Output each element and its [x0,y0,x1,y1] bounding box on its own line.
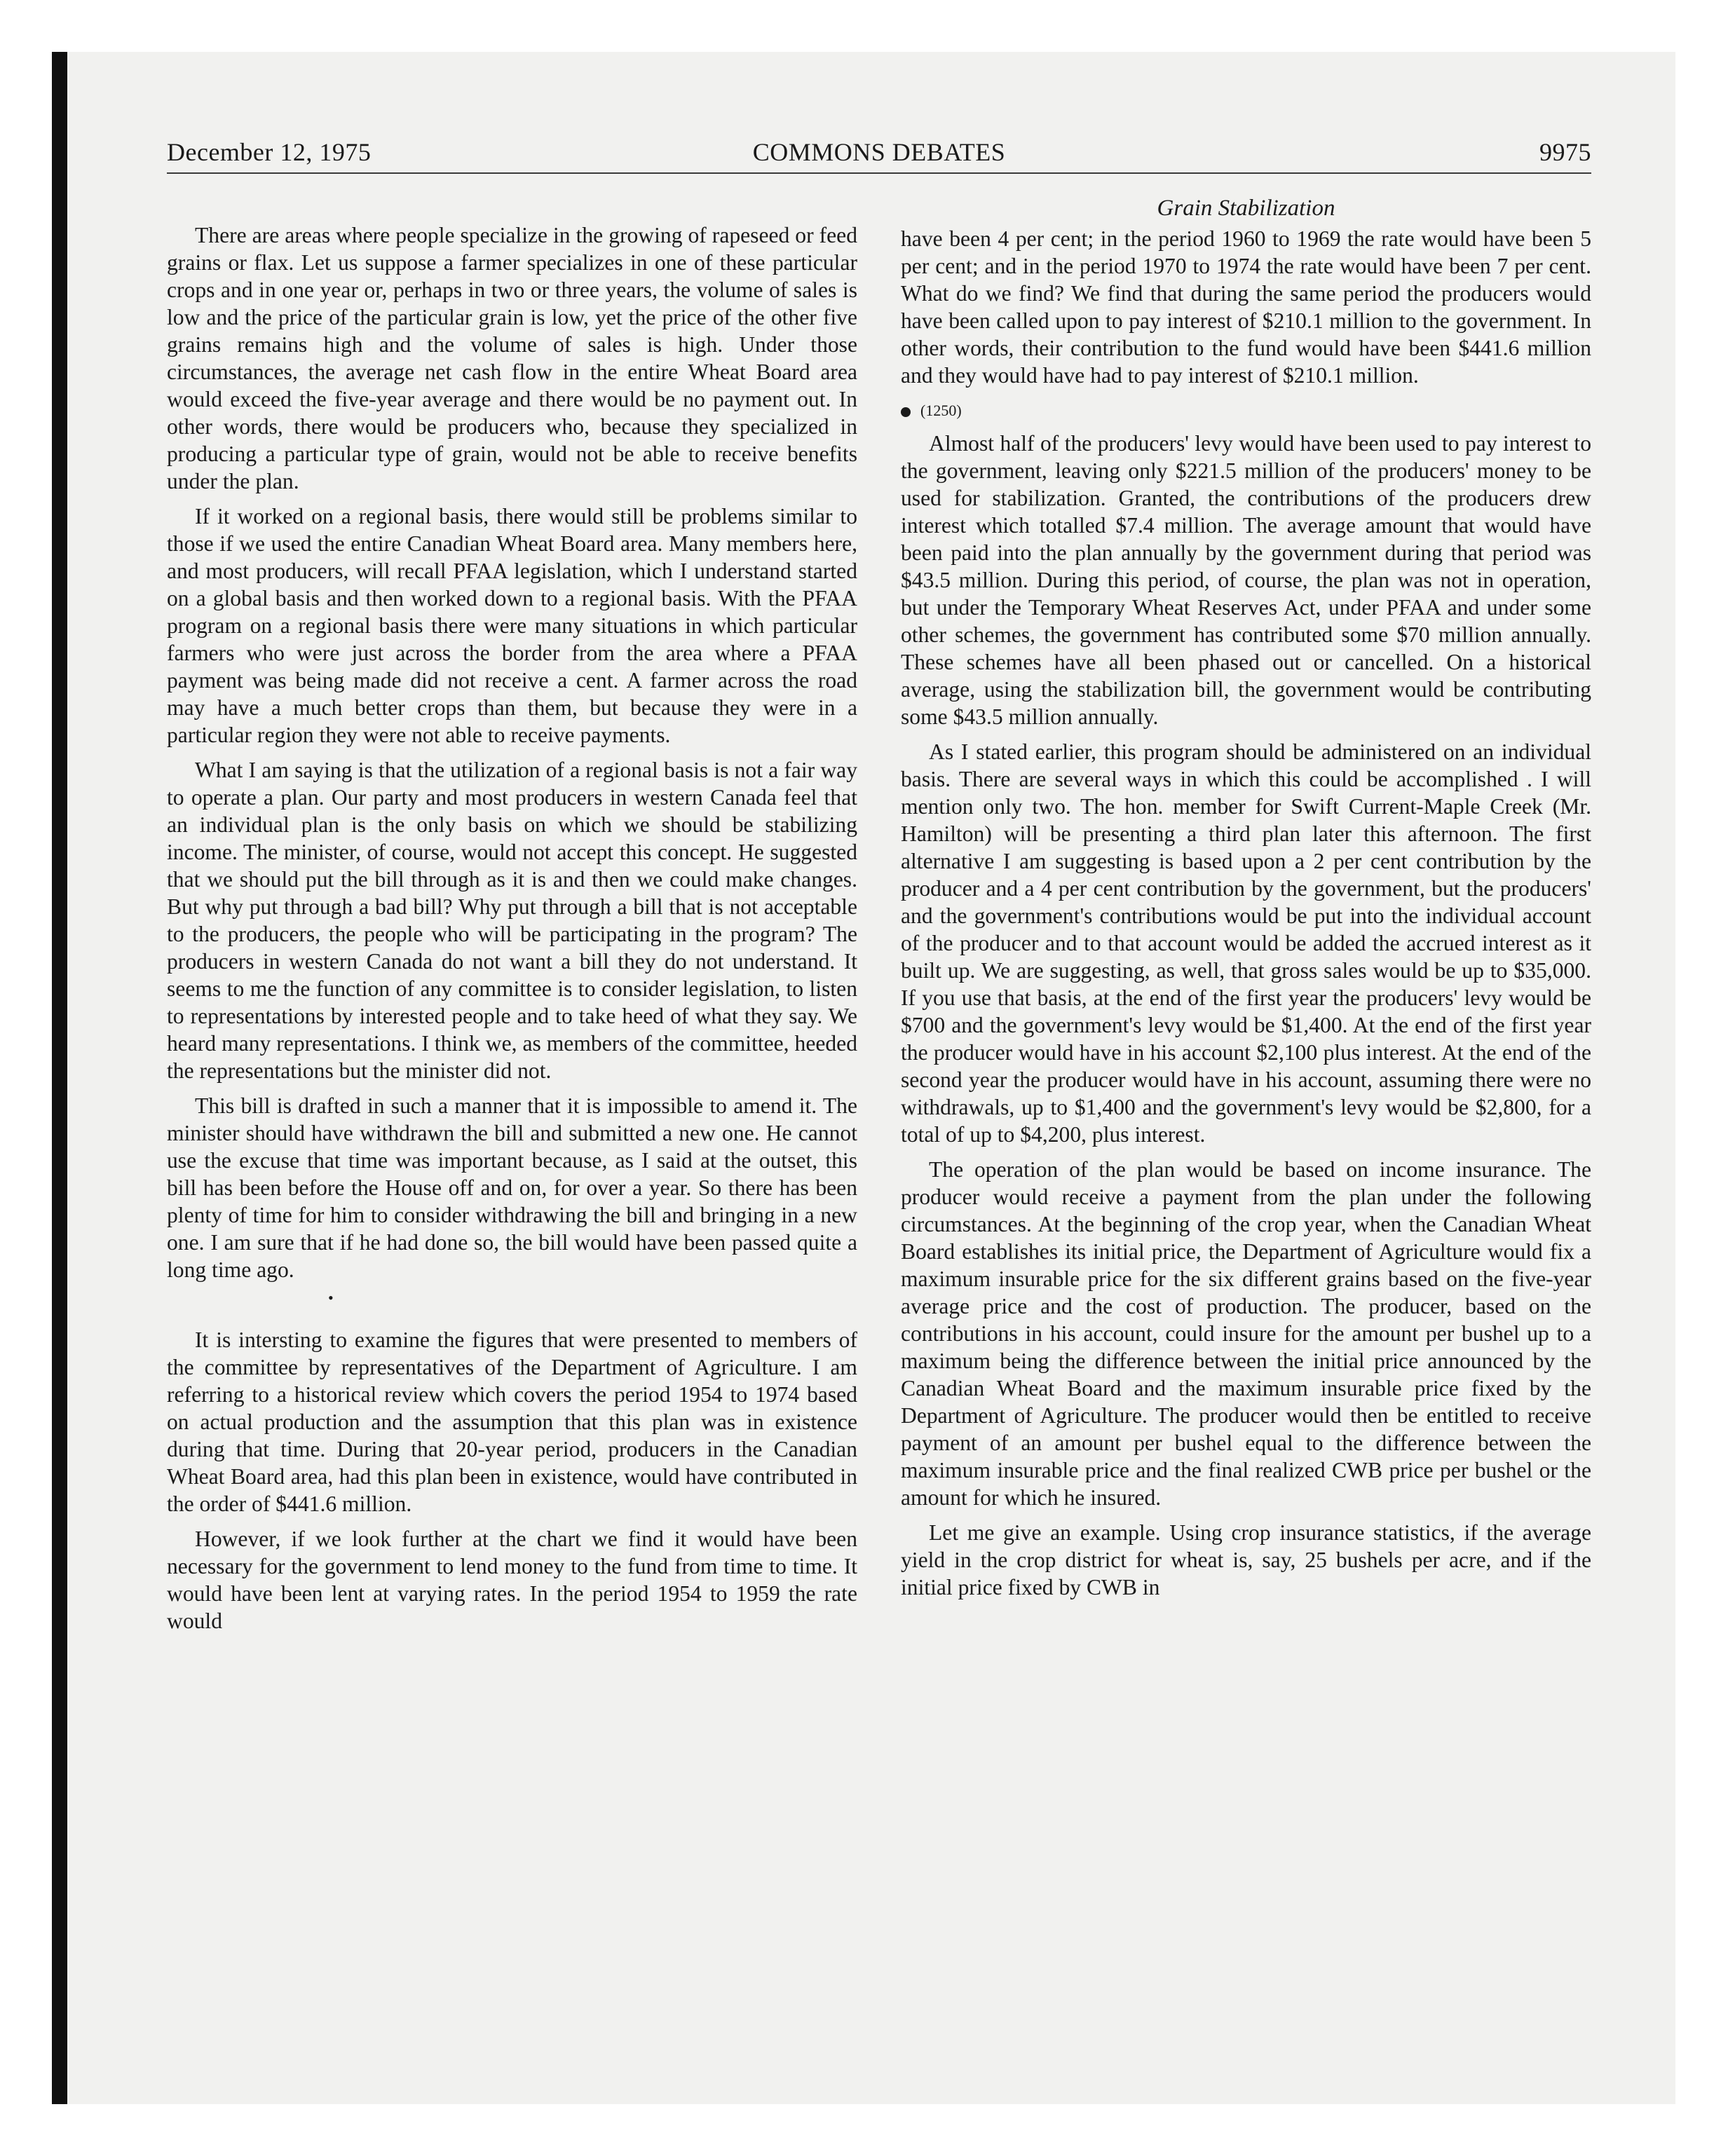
page-header [167,137,1591,174]
running-head: Grain Stabilization [1157,196,1335,221]
paragraph: If it worked on a regional basis, there would still be problems similar to those if we used the entire Canadian Wheat Board area. Many members here, and most producers, will recall PFAA legislation, which I understand started on a global basis and then worked down to a regional basis. With the PFAA program on a regional basis there were many situations in which particular farmers who were just across the border from the area where a PFAA payment was being made did not receive a cent. A farmer across the road may have a much better crops than them, but because they were in a particular region they were not able to receive payments. [167,504,857,747]
paragraph: This bill is drafted in such a manner that it is impossible to amend it. The minister should have withdrawn the bill and submitted a new one. He cannot use the excuse that time was important because, as I said at the outset, this bill has been before the House off and on, for over a year. So there has been plenty of time for him to consider withdrawing the bill and bringing in a new one. I am sure that if he had done so, the bill would have been passed quite a long time ago. [167,1093,857,1282]
left-column [167,221,857,1642]
binding-edge [52,52,67,2104]
paragraph: There are areas where people specialize in the growing of rapeseed or feed grains or flax. Let us suppose a farmer specializes in one of these particular crops and in one year or, perhaps in two or three years, the volume of sales is low and the price of the particular grain is low, yet the price of the other five grains remains high and the volume of sales is high. Under those circumstances, the average net cash flow in the entire Wheat Board area would exceed the five-year average and there would be no payment out. In other words, there would be producers who, because they specialized in producing a particular type of grain, would not be able to receive benefits under the plan. [167,223,857,493]
header-date: December 12, 1975 [167,138,372,166]
time-marker [901,397,1591,424]
separator-dot: • [328,1289,334,1306]
header-title: COMMONS DEBATES [752,138,1006,166]
paragraph: Almost half of the producers' levy would have been used to pay interest to the government, leaving only $221.5 million of the producers' money to be used for stabilization. Granted, the contributions of the producers drew interest which totalled $7.4 million. The average amount that would have been paid into the plan annually by the government during that period was $43.5 million. During this period, of course, the plan was not in operation, but under the Temporary Wheat Reserves Act, under PFAA and under some other schemes, the government has contributed some $70 million annually. These schemes have all been phased out or cancelled. On a historical average, using the stabilization bill, the government would be contributing some $43.5 million annually. [901,431,1591,729]
paragraph-continued: have been 4 per cent; in the period 1960 to 1969 the rate would have been 5 per cent; and in the period 1970 to 1974 the rate would have been 7 per cent. What do we find? We find that during the same period the producers would have been called upon to pay interest of $210.1 million to the government. In other words, their contribution to the fund would have been $441.6 million and they would have had to pay interest of $210.1 million. [901,226,1591,388]
right-column [901,195,1591,1609]
paragraph: As I stated earlier, this program should be administered on an individual basis. There are several ways in which this could be accomplished . I will mention only two. The hon. member for Swift Current-Maple Creek (Mr. Hamilton) will be presenting a third plan later this afternoon. The first alternative I am suggesting is based upon a 2 per cent contribution by the producer and a 4 per cent contribution by the government, but the producers' and the government's contributions would be put into the individual account of the producer and to that account would be added the accrued interest as it built up. We are suggesting, as well, that gross sales would be up to $35,000. If you use that basis, at the end of the first year the producers' levy would be $700 and the government's levy would be $1,400. At the end of the first year the producer would have in his account $2,100 plus interest. At the end of the second year the producer would have in his account, assuming there were no withdrawals, up to $1,400 and the government's levy would be $2,800, for a total of up to $4,200, plus interest. [901,739,1591,1147]
time-marker-text: (1250) [920,402,962,419]
paragraph: What I am saying is that the utilization of a regional basis is not a fair way to operate a plan. Our party and most producers in western Canada feel that an individual plan is the only basis on which we should be stabilizing income. The minister, of course, would not accept this concept. He suggested that we should put the bill through as it is and then we could make changes. But why put through a bad bill? Why put through a bill that is not acceptable to the producers, the people who will be participating in the program? The producers in western Canada do not want a bill they do not understand. It seems to me the function of any committee is to consider legislation, to listen to representations by interested people and to take heed of what they say. We heard many representations. I think we, as members of the committee, heeded the representations but the minister did not. [167,758,857,1083]
paragraph: The operation of the plan would be based on income insurance. The producer would receive a payment from the plan under the following circumstances. At the beginning of the crop year, when the Canadian Wheat Board establishes its initial price, the Department of Agriculture would fix a maximum insurable price for the six different grains based on the five-year average price and the cost of production. The producer, based on the contributions in his account, could insure for the amount per bushel up to a maximum being the difference between the initial price announced by the Canadian Wheat Board and the maximum insurable price fixed by the Department of Agriculture. The producer would then be entitled to receive payment of an amount per bushel equal to the difference between the maximum insurable price and the final realized CWB price per bushel or the amount for which he insured. [901,1157,1591,1510]
page-number: 9975 [1539,138,1591,166]
paragraph: It is intersting to examine the figures that were presented to members of the committee by representatives of the Department of Agriculture. I am referring to a historical review which covers the period 1954 to 1974 based on actual production and the assumption that this plan was in existence during that time. During that 20-year period, producers in the Canadian Wheat Board area, had this plan been in existence, would have contributed in the order of $441.6 million. [167,1328,857,1516]
paragraph: Let me give an example. Using crop insurance statistics, if the average yield in the crop district for wheat is, say, 25 bushels per acre, and if the initial price fixed by CWB in [901,1520,1591,1599]
paragraph: However, if we look further at the chart we find it would have been necessary for the government to lend money to the fund from time to time. It would have been lent at varying rates. In the period 1954 to 1959 the rate would [167,1527,857,1633]
bullet-icon [901,407,911,417]
